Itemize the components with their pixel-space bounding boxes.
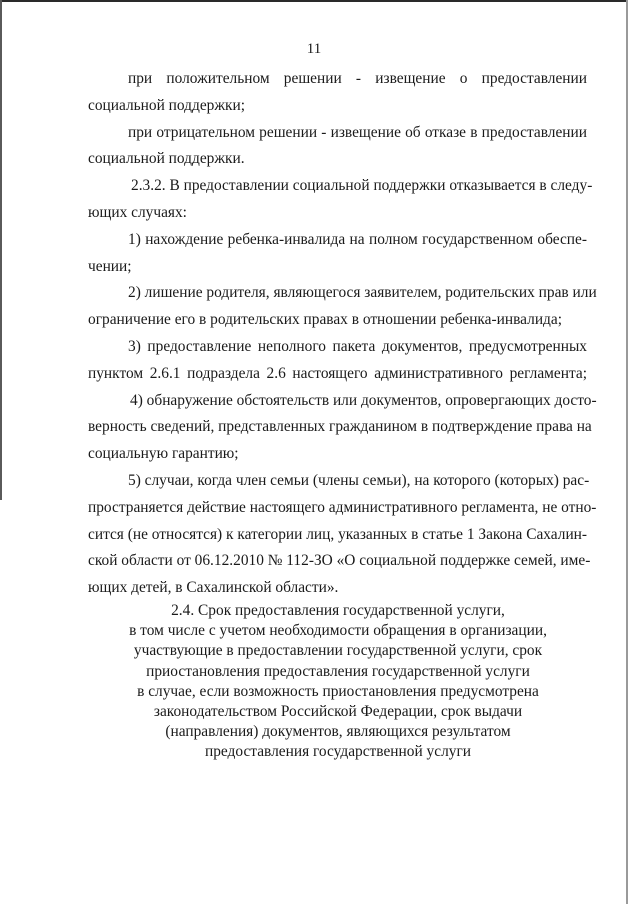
text-line: 2.3.2. В предоставлении социальной поддержки отказывается в следу- [131,177,593,195]
heading-line: в том числе с учетом необходимости обращения в организации, [129,622,547,640]
heading-line: приостановления предоставления государственной услуги [146,662,530,680]
text-line: сится (не относятся) к категории лиц, указанных в статье 1 Закона Сахалин- [88,525,588,543]
list-item-2 [88,280,597,334]
section-heading-2-4 [78,601,598,763]
heading-line: в случае, если возможность приостановления предусмотрена [137,682,539,700]
list-item-5 [88,468,597,602]
text-line: социальной поддержки. [88,150,245,168]
paragraph-positive-decision [88,66,587,120]
heading-line: предоставления государственной услуги [204,743,471,761]
text-line: ющих случаях: [88,203,187,221]
text-line: пунктом 2.6.1 подраздела 2.6 настоящего административного регламента; [88,364,587,382]
text-line: верность сведений, представленных гражданином в подтверждение права на [88,418,592,436]
text-line: 1) нахождение ребенка-инвалида на полном государственном обеспе- [128,230,587,248]
text-line: 3) предоставление неполного пакета документов, предусмотренных [128,337,587,355]
text-line: при положительном решении - извещение о предоставлении [128,70,587,87]
text-line: социальную гарантию; [88,445,239,463]
scan-edge-top [0,0,628,2]
text-line: при отрицательном решении - извещение об отказе в предоставлении [128,123,587,141]
paragraph-negative-decision [88,120,587,174]
body-text [88,66,597,602]
heading-line: (направления) документов, являющихся результатом [165,723,511,741]
heading-line: участвующие в предоставлении государственной услуги, срок [133,642,543,660]
list-item-4 [88,388,597,468]
text-line: социальной поддержки; [88,96,245,114]
page-number: 11 [306,41,322,57]
text-line: ской области от 06.12.2010 № 112-ЗО «О социальной поддержке семей, име- [88,552,591,570]
scan-edge-left [0,0,2,500]
list-item-3 [88,334,587,388]
text-line: ющих детей, в Сахалинской области». [88,579,339,597]
paragraph-2-3-2 [88,173,593,227]
text-line: 4) обнаружение обстоятельств или документов, опровергающих досто- [130,391,597,409]
text-line: 2) лишение родителя, являющегося заявителем, родительских прав или [128,284,597,302]
text-line: 5) случаи, когда член семьи (члены семьи), на которого (которых) рас- [128,471,590,489]
text-line: ограничение его в родительских правах в отношении ребенка-инвалида; [88,311,562,329]
text-line: чении; [88,257,132,275]
text-line: пространяется действие настоящего административного регламента, не отно- [88,498,597,516]
heading-line: законодательством Российской Федерации, срок выдачи [153,702,523,720]
heading-line: 2.4. Срок предоставления государственной услуги, [171,602,505,619]
list-item-1 [88,227,587,281]
